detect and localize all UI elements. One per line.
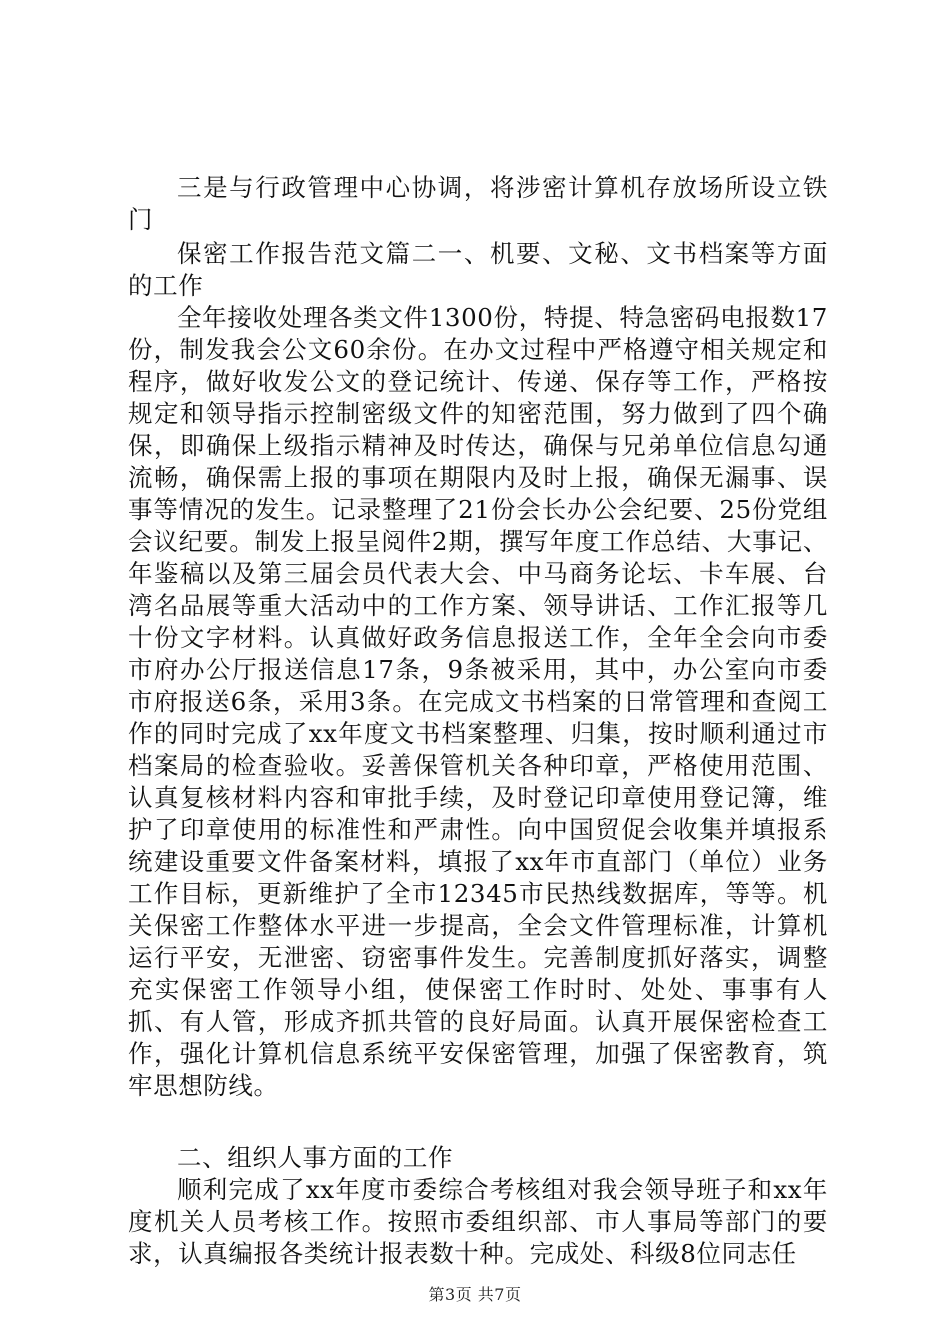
paragraph-document-handling: 全年接收处理各类文件1300份，特提、特急密码电报数17份，制发我会公文60余份。在办文过程中严格遵守相关规定和程序，做好收发公文的登记统计、传递、保存等工作，严格按规定和领导指示控制密级文件的知密范围，努力做到了四个确保，即确保上级指示精神及时传达，确保与兄弟单位信息勾通流畅，确保需上报的事项在期限内及时上报，确保无漏事、误事等情况的发生。记录整理了21份会长办公会纪要、25份党组会议纪要。制发上报呈阅件2期，撰写年度工作总结、大事记、年鉴稿以及第三届会员代表大会、中马商务论坛、卡车展、台湾名品展等重大活动中的工作方案、领导讲话、工作汇报等几十份文字材料。认真做好政务信息报送工作，全年全会向市委市府办公厅报送信息17条，9条被采用，其中，办公室向市委市府报送6条，采用3条。在完成文书档案的日常管理和查阅工作的同时完成了xx年度文书档案整理、归集，按时顺利通过市档案局的检查验收。妥善保管机关各种印章，严格使用范围、认真复核材料内容和审批手续，及时登记印章使用登记簿，维护了印章使用的标准性和严肃性。向中国贸促会收集并填报系统建设重要文件备案材料，填报了xx年市直部门（单位）业务工作目标，更新维护了全市12345市民热线数据库，等等。机关保密工作整体水平进一步提高，全会文件管理标准，计算机运行平安，无泄密、窃密事件发生。完善制度抓好落实，调整充实保密工作领导小组，使保密工作时时、处处、事事有人抓、有人管，形成齐抓共管的良好局面。认真开展保密检查工作，强化计算机信息系统平安保密管理，加强了保密教育，筑牢思想防线。 bbox=[128, 303, 828, 1100]
paragraph-security-door: 三是与行政管理中心协调，将涉密计算机存放场所设立铁门 bbox=[128, 173, 828, 234]
section-heading-confidential-work: 保密工作报告范文篇二一、机要、文秘、文书档案等方面的工作 bbox=[128, 239, 828, 300]
page-number-footer: 第3页 共7页 bbox=[428, 1285, 522, 1304]
section-heading-personnel-work: 二、组织人事方面的工作 bbox=[177, 1143, 454, 1172]
paragraph-personnel-assessment: 顺利完成了xx年度市委综合考核组对我会领导班子和xx年度机关人员考核工作。按照市委组织部、市人事局等部门的要求，认真编报各类统计报表数十种。完成处、科级8位同志任 bbox=[128, 1175, 828, 1268]
